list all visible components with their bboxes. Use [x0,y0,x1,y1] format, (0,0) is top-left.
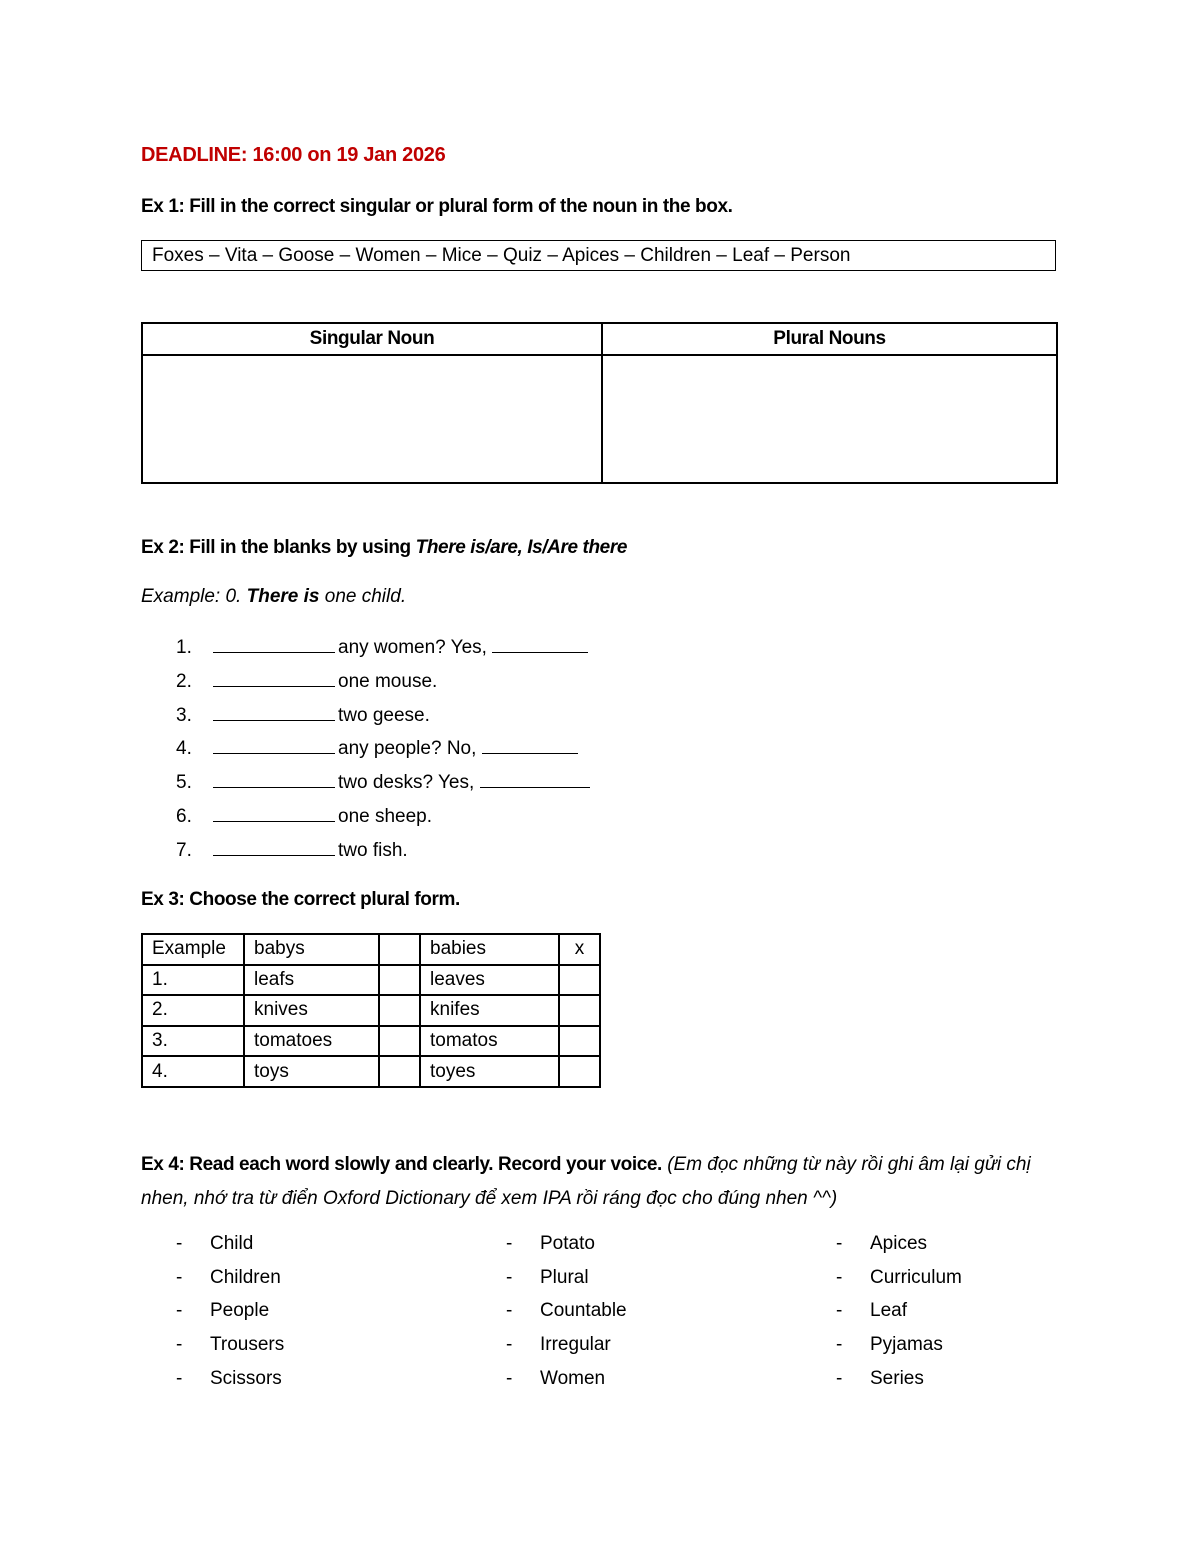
ex4-word-item [176,1365,284,1399]
ex4-word: Series [870,1367,924,1389]
ex4-heading-text: Ex 4: Read each word slowly and clearly. Record your voice. [141,1154,662,1175]
ex3-choice-cell[interactable]: x [559,934,600,965]
ex2-item-number: 6. [176,805,192,827]
ex4-word-item [176,1264,284,1298]
ex4-word: Trousers [210,1334,285,1356]
ex4-word-column-1 [176,1230,284,1398]
dash-bullet: - [836,1233,843,1254]
ex2-item-number: 7. [176,839,192,861]
ex2-blank[interactable] [213,837,335,856]
ex4-word: Children [210,1266,281,1288]
ex2-blank[interactable] [213,769,335,788]
ex4-word-item [506,1297,627,1331]
ex3-cell: 2. [142,995,244,1026]
ex4-word: Leaf [870,1300,907,1322]
ex3-row [142,995,600,1026]
ex3-choice-cell[interactable] [559,965,600,996]
ex2-blank[interactable] [213,735,335,754]
ex4-word-item [506,1264,627,1298]
ex3-row [142,934,600,965]
ex4-word-item [176,1230,284,1264]
ex1-table [141,322,1058,484]
ex2-answer-blank[interactable] [492,634,588,653]
ex2-item-text: any people? No, [338,738,482,760]
plural-nouns-cell[interactable] [602,355,1057,483]
ex3-cell: tomatos [420,1026,559,1057]
ex3-cell: 1. [142,965,244,996]
ex2-item-text: any women? Yes, [338,637,493,658]
ex3-cell: knives [244,995,379,1026]
ex3-choice-cell[interactable] [559,1026,600,1057]
ex3-row [142,965,600,996]
ex2-heading-emphasis: There is/are, Is/Are there [415,537,628,558]
ex4-word: Apices [870,1233,928,1254]
ex4-note: (Em đọc những từ này rồi ghi âm lại gửi chị nhen, nhớ tra từ điển Oxford Dictionary để xem IPA rồi ráng đọc cho đúng nhen ^^) [141,1154,1031,1209]
ex3-cell: 4. [142,1056,244,1087]
ex3-cell: leaves [420,965,559,996]
dash-bullet: - [176,1334,183,1356]
deadline: DEADLINE: 16:00 on 19 Jan 2026 [141,144,446,166]
ex4-word-item [836,1331,962,1365]
ex2-blank[interactable] [213,668,335,687]
example-prefix: Example: 0. [141,586,247,607]
ex3-choice-cell[interactable] [379,934,420,965]
ex3-choice-cell[interactable] [379,1026,420,1057]
ex2-example [141,586,406,608]
ex2-item-number: 3. [176,704,192,726]
ex4-word-item [836,1264,962,1298]
ex3-row [142,1056,600,1087]
ex3-choice-cell[interactable] [379,965,420,996]
dash-bullet: - [506,1367,513,1389]
plural-nouns-header: Plural Nouns [602,323,1057,355]
ex4-word: Countable [540,1300,627,1322]
ex2-item-number: 5. [176,772,192,794]
ex3-cell: babys [244,934,379,965]
ex4-word-item [506,1230,627,1264]
ex2-item [176,735,590,769]
example-bold: There is [246,586,320,607]
ex3-choice-cell[interactable] [379,995,420,1026]
ex2-item [176,769,590,803]
ex3-choice-cell[interactable] [559,1056,600,1087]
ex4-word: Curriculum [870,1266,962,1288]
dash-bullet: - [506,1266,513,1288]
ex2-list [176,634,590,871]
ex2-heading-prefix: Ex 2: Fill in the blanks by using [141,537,416,558]
ex4-word-item [836,1365,962,1399]
ex3-cell: Example [142,934,244,965]
ex4-word: Women [540,1367,606,1389]
ex3-cell: toys [244,1056,379,1087]
ex3-heading: Ex 3: Choose the correct plural form. [141,889,460,910]
ex2-heading [141,537,627,559]
dash-bullet: - [836,1367,843,1389]
ex4-word: Irregular [540,1334,611,1356]
ex4-word-item [176,1297,284,1331]
ex4-word-item [176,1331,284,1365]
ex2-item-text: two fish. [338,839,408,861]
ex4-word-item [836,1230,962,1264]
ex2-item [176,668,590,702]
dash-bullet: - [506,1300,513,1322]
dash-bullet: - [176,1266,183,1288]
dash-bullet: - [836,1300,843,1322]
ex4-word-column-3 [836,1230,962,1398]
dash-bullet: - [836,1334,843,1356]
ex2-item [176,702,590,736]
ex3-cell: tomatoes [244,1026,379,1057]
ex3-cell: toyes [420,1056,559,1087]
dash-bullet: - [836,1266,843,1288]
ex3-cell: 3. [142,1026,244,1057]
ex2-blank[interactable] [213,702,335,721]
ex4-word: Scissors [210,1367,282,1389]
ex4-word: Plural [540,1266,589,1288]
ex2-item-text: one sheep. [338,805,433,827]
singular-noun-header: Singular Noun [142,323,602,355]
dash-bullet: - [176,1233,183,1254]
ex3-cell: knifes [420,995,559,1026]
ex3-cell: leafs [244,965,379,996]
ex2-item-text: two desks? Yes, [338,772,480,794]
ex4-word-item [836,1297,962,1331]
ex2-blank[interactable] [213,803,335,822]
dash-bullet: - [506,1233,513,1254]
ex1-heading: Ex 1: Fill in the correct singular or plural form of the noun in the box. [141,196,733,217]
singular-noun-cell[interactable] [142,355,602,483]
dash-bullet: - [506,1334,513,1356]
ex3-choice-cell[interactable] [559,995,600,1026]
ex2-answer-blank[interactable] [480,769,590,788]
dash-bullet: - [176,1367,183,1389]
ex2-item-number: 2. [176,670,192,692]
ex2-item [176,837,590,871]
ex3-table [141,933,601,1088]
ex2-item-text: two geese. [338,704,430,726]
ex4-word: Child [210,1233,254,1254]
ex3-cell: babies [420,934,559,965]
ex4-word: People [210,1300,270,1322]
ex2-item-number: 1. [176,637,192,658]
ex4-heading [141,1148,1061,1216]
example-suffix: one child. [319,586,407,607]
ex2-item-text: one mouse. [338,670,438,692]
ex2-answer-blank[interactable] [482,735,578,754]
ex4-word-item [506,1365,627,1399]
ex2-item-number: 4. [176,738,192,760]
ex4-word-item [506,1331,627,1365]
ex3-choice-cell[interactable] [379,1056,420,1087]
ex4-word-column-2 [506,1230,627,1398]
dash-bullet: - [176,1300,183,1322]
ex4-word: Potato [540,1233,595,1254]
ex4-word: Pyjamas [870,1334,943,1356]
ex2-blank[interactable] [213,634,335,653]
ex2-item [176,634,590,668]
ex1-word-box: Foxes – Vita – Goose – Women – Mice – Quiz – Apices – Children – Leaf – Person [141,240,1056,271]
ex2-item [176,803,590,837]
ex3-row [142,1026,600,1057]
